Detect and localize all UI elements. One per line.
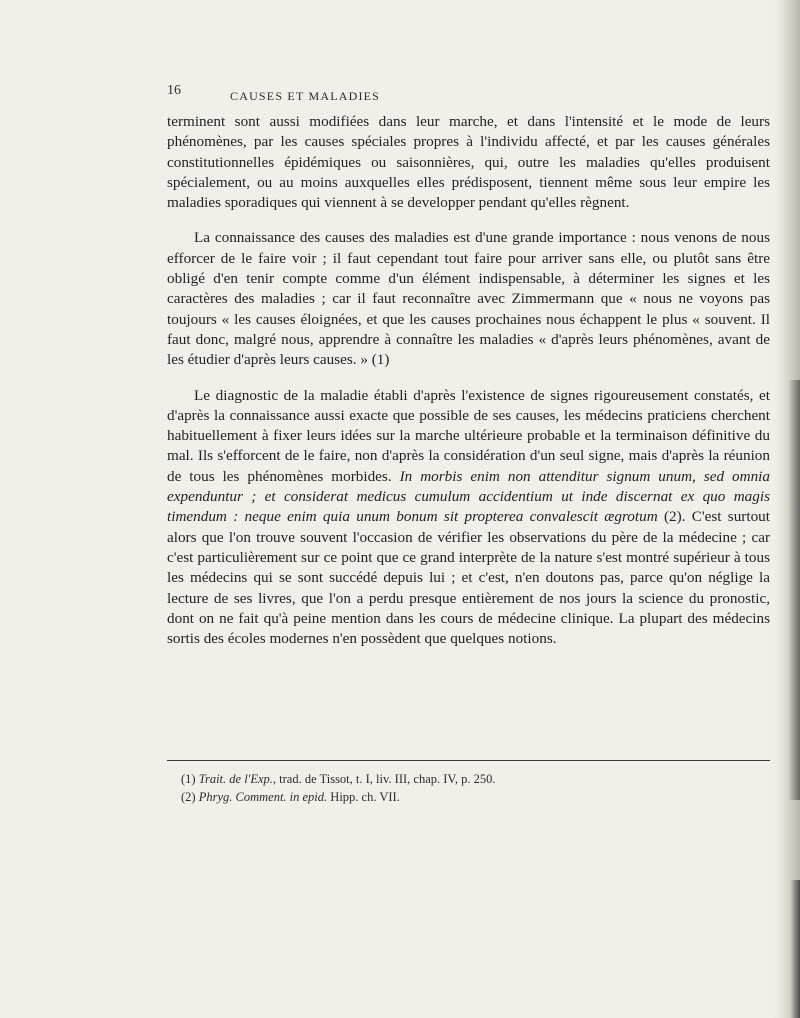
page-edge-shadow-dark-bottom [790,880,800,1018]
paragraph-3-part-a: Le diagnostic de la maladie établi d'après l'existence de signes rigoureusement constatés, et d'après la connaissance aussi exacte que possible de ses causes, les médecins praticiens cherchent habituellement à fixer leurs idées sur la marche ultérieure probable et la terminaison définitive du mal. Ils s'efforcent de le faire, non d'après la considération d'un seul signe, mais d'après la réunion de tous les phénomènes morbides. [167,386,770,485]
paragraph-1: terminent sont aussi modifiées dans leur marche, et dans l'intensité et le mode de leurs phénomènes, par les causes spéciales propres à l'individu affecté, et par les causes générales constitutionnelles épidémiques ou saisonnières, qui, outre les maladies qu'elles produisent spécialement, ou au moins auxquelles elles prédisposent, tiennent même sous leur empire les maladies sporadiques qui viennent à se developper pendant qu'elles règnent. [167,113,770,212]
footnote-2 [181,789,741,807]
footnote-detail: Hipp. ch. VII. [327,789,400,804]
paragraph-3 [167,386,770,650]
page-number: 16 [167,83,181,98]
body-text [167,112,770,649]
footnote-rule [167,760,770,761]
page-edge-shadow-dark [788,380,800,800]
footnote-mark: (2) [181,789,196,804]
footnote-mark: (1) [181,772,196,786]
footnote-source-title: Trait. de l'Exp. [198,772,273,786]
latin-quotation: In morbis enim non attenditur signum unum, sed omnia expenduntur ; et considerat medicus cumulum accidentium ut inde discernat ex quo magis timendum : neque enim quia unum bonum sit propterea convalescit ægrotum [167,467,770,526]
running-head: CAUSES ET MALADIES [230,89,381,103]
footnote-1 [181,771,741,789]
footnote-source-title: Phryg. Comment. in epid. [198,789,328,804]
footnote-detail: , trad. de Tissot, t. I, liv. III, chap. IV, p. 250. [272,772,496,786]
footnotes [181,771,741,806]
paragraph-2: La connaissance des causes des maladies est d'une grande importance : nous venons de nous efforcer de le faire voir ; il faut cependant tout faire pour arriver sans elle, ou plutôt sans être obligé d'en tenir compte comme d'un élément indispensable, à déterminer les signes et les caractères des maladies ; car il faut reconnaître avec Zimmermann que « nous ne voyons pas toujours « les causes éloignées, et que les causes prochaines nous échappent le plus « souvent. Il faut donc, malgré nous, apprendre à connaître les maladies « d'après leurs phénomènes, avant de les étudier d'après leurs causes. » (1) [167,229,770,369]
paragraph-3-part-b: (2). C'est surtout alors que l'on trouve souvent l'occasion de vérifier les observations du père de la médecine ; car c'est particulièrement sur ce point que ce grand interprète de la nature s'est montré supérieur à tous les médecins qui se sont succédé depuis lui ; et c'est, n'en doutons pas, parce qu'on néglige la lecture de ses livres, que l'on a perdu presque entièrement de nos jours la science du pronostic, dont on ne fait qu'à peine mention dans les cours de médecine clinique. La plupart des médecins sortis des écoles modernes n'en possèdent que quelques notions. [167,508,770,648]
